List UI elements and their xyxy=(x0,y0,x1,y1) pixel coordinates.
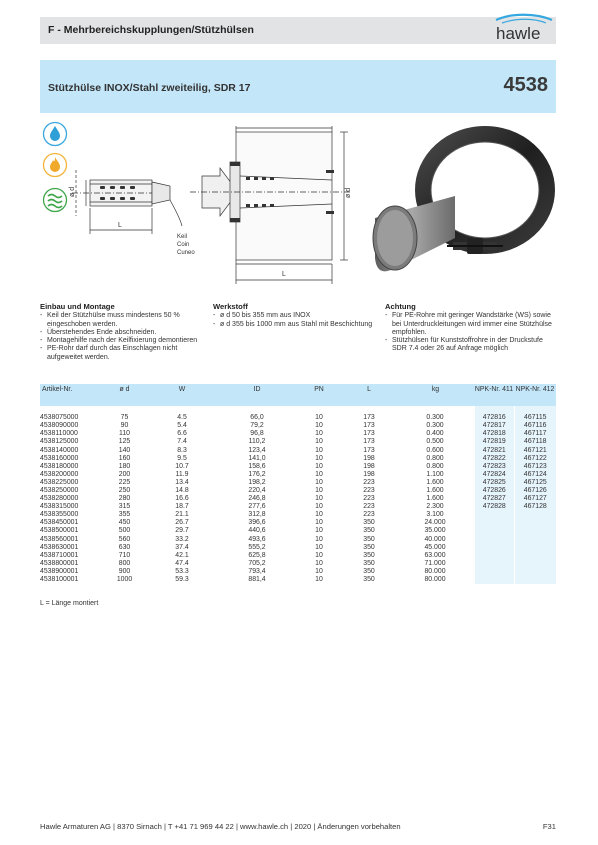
cell-outer-diameter: 225 xyxy=(118,478,131,486)
cell-weight: 1.600 xyxy=(426,495,444,503)
cell-length: 223 xyxy=(363,495,375,503)
cell-wall-thickness: 11.9 xyxy=(175,470,189,478)
cell-inner-diameter: 110,2 xyxy=(248,438,266,446)
cell-outer-diameter: 280 xyxy=(118,495,131,503)
cell-weight: 0.600 xyxy=(426,446,444,454)
table-row xyxy=(40,527,556,535)
cell-length: 198 xyxy=(363,470,375,478)
cell-npk-411 xyxy=(474,511,514,519)
cell-length: 173 xyxy=(363,430,375,438)
cell-outer-diameter: 1000 xyxy=(116,576,133,584)
cell-npk-411: 472825 xyxy=(474,479,514,487)
cell-pressure-rating: 10 xyxy=(315,503,323,511)
col-header-npk-412: NPK-Nr. 412 xyxy=(514,384,556,406)
cell-inner-diameter: 396,6 xyxy=(248,519,266,527)
cell-inner-diameter: 220,4 xyxy=(248,486,266,494)
article-number: 4538 xyxy=(503,74,548,96)
cell-length: 350 xyxy=(363,535,375,543)
cell-wall-thickness: 6.6 xyxy=(177,430,187,438)
col-header-w: W xyxy=(147,384,217,406)
hawle-logo xyxy=(466,14,556,44)
cell-article-number: 4538100001 xyxy=(40,576,79,584)
cell-pressure-rating: 10 xyxy=(315,535,323,543)
cell-weight: 2.300 xyxy=(426,503,444,511)
large-length-label: L xyxy=(282,271,286,278)
cell-outer-diameter: 160 xyxy=(118,454,131,462)
cell-inner-diameter: 79,2 xyxy=(250,422,264,430)
cell-wall-thickness: 42.1 xyxy=(175,551,189,559)
cell-weight: 63.000 xyxy=(424,551,446,559)
cell-wall-thickness: 7.4 xyxy=(177,438,187,446)
cell-inner-diameter: 96,8 xyxy=(250,430,264,438)
table-spacer-row xyxy=(40,406,556,414)
cell-wall-thickness: 8.3 xyxy=(177,446,187,454)
cell-wall-thickness: 37.4 xyxy=(175,543,189,551)
cell-article-number: 4538140000 xyxy=(40,446,79,454)
table-row xyxy=(40,560,556,568)
cell-pressure-rating: 10 xyxy=(315,438,323,446)
cell-outer-diameter: 110 xyxy=(119,430,130,438)
page-number: F31 xyxy=(542,822,556,831)
table-row xyxy=(40,503,556,511)
product-photo xyxy=(355,118,555,288)
cell-article-number: 4538250000 xyxy=(40,486,79,494)
cell-pressure-rating: 10 xyxy=(315,462,323,470)
cell-weight: 0.500 xyxy=(426,438,444,446)
cell-pressure-rating: 10 xyxy=(315,430,323,438)
cell-outer-diameter: 355 xyxy=(118,511,131,519)
cell-outer-diameter: 710 xyxy=(118,551,131,559)
cell-outer-diameter: 75 xyxy=(120,414,129,422)
table-row xyxy=(40,430,556,438)
cell-wall-thickness: 59.3 xyxy=(175,576,189,584)
product-title-bar xyxy=(40,60,556,113)
list-item: - Montagehilfe nach der Keilfixierung demontieren xyxy=(40,337,200,345)
wedge-label-de: Keil xyxy=(177,234,188,240)
cell-weight: 0.300 xyxy=(426,414,444,422)
cell-pressure-rating: 10 xyxy=(315,495,323,503)
cell-wall-thickness: 10.7 xyxy=(175,462,189,470)
cell-length: 223 xyxy=(363,486,375,494)
cell-npk-412: 467126 xyxy=(514,487,556,495)
water-drop-icon xyxy=(40,120,70,148)
cell-wall-thickness: 47.4 xyxy=(175,559,189,567)
installation-list xyxy=(40,312,200,362)
col-header-kg: kg xyxy=(397,384,474,406)
product-title: Stützhülse INOX/Stahl zweiteilig, SDR 17 xyxy=(48,82,251,94)
cell-length: 198 xyxy=(363,454,375,462)
cell-npk-411: 472824 xyxy=(474,471,514,479)
cell-weight: 1.600 xyxy=(426,486,444,494)
cell-weight: 71.000 xyxy=(424,559,446,567)
cell-npk-411: 472823 xyxy=(474,463,514,471)
list-item: - Überstehendes Ende abschneiden. xyxy=(40,329,200,337)
cell-wall-thickness: 16.6 xyxy=(175,495,189,503)
cell-article-number: 4538180000 xyxy=(40,462,79,470)
cell-article-number: 4538900001 xyxy=(40,567,79,575)
article-table xyxy=(40,384,556,584)
wastewater-icon xyxy=(40,186,70,214)
cell-wall-thickness: 14.8 xyxy=(175,486,189,494)
cell-npk-411: 472828 xyxy=(474,503,514,511)
cell-weight: 0.300 xyxy=(426,422,444,430)
cell-length: 350 xyxy=(363,543,375,551)
cell-inner-diameter: 555,2 xyxy=(248,543,266,551)
table-row xyxy=(40,471,556,479)
cell-article-number: 4538450001 xyxy=(40,519,79,527)
cell-inner-diameter: 881,4 xyxy=(248,576,266,584)
col-header-pn: PN xyxy=(297,384,341,406)
cell-pressure-rating: 10 xyxy=(315,551,323,559)
cell-weight: 1.100 xyxy=(426,470,444,478)
section-header-bar xyxy=(40,17,556,44)
table-row xyxy=(40,414,556,422)
list-item: - Keil der Stützhülse muss mindestens 50 % eingeschoben werden. xyxy=(40,312,200,329)
list-item: - ø d 50 bis 355 mm aus INOX xyxy=(213,312,376,320)
wedge-label-fr: Coin xyxy=(177,242,190,248)
cell-weight: 24.000 xyxy=(424,519,446,527)
cell-npk-411 xyxy=(474,552,514,560)
attention-heading: Achtung xyxy=(385,302,416,311)
cell-length: 350 xyxy=(363,567,375,575)
cell-pressure-rating: 10 xyxy=(315,543,323,551)
cell-wall-thickness: 29.7 xyxy=(175,527,189,535)
cell-weight: 0.400 xyxy=(426,430,444,438)
cell-npk-411: 472818 xyxy=(474,430,514,438)
cell-outer-diameter: 140 xyxy=(118,446,131,454)
col-header-article: Artikel-Nr. xyxy=(40,384,102,406)
cell-length: 223 xyxy=(363,503,375,511)
cell-article-number: 4538110000 xyxy=(40,430,78,438)
material-list xyxy=(213,312,376,329)
cell-npk-412: 467127 xyxy=(514,495,556,503)
cell-npk-411 xyxy=(474,560,514,568)
cell-pressure-rating: 10 xyxy=(315,486,323,494)
length-note: L = Länge montiert xyxy=(40,600,99,607)
cell-article-number: 4538560001 xyxy=(40,535,79,543)
table-row xyxy=(40,536,556,544)
cell-article-number: 4538225000 xyxy=(40,478,79,486)
col-header-l: L xyxy=(341,384,397,406)
cell-npk-411: 472819 xyxy=(474,438,514,446)
cell-length: 223 xyxy=(363,478,375,486)
cell-inner-diameter: 66,0 xyxy=(250,414,264,422)
col-header-od: ø d xyxy=(102,384,147,406)
cell-outer-diameter: 800 xyxy=(118,559,131,567)
cell-npk-412: 467128 xyxy=(514,503,556,511)
cell-wall-thickness: 5.4 xyxy=(177,422,187,430)
cell-article-number: 4538090000 xyxy=(40,422,79,430)
table-row xyxy=(40,568,556,576)
large-od-label: ø d xyxy=(345,187,352,198)
cell-article-number: 4538500001 xyxy=(40,527,79,535)
cell-outer-diameter: 250 xyxy=(118,486,131,494)
table-row xyxy=(40,511,556,519)
table-row xyxy=(40,446,556,454)
cell-article-number: 4538200000 xyxy=(40,470,79,478)
cell-inner-diameter: 705,2 xyxy=(248,559,266,567)
cell-npk-411: 472827 xyxy=(474,495,514,503)
cell-inner-diameter: 246,8 xyxy=(248,495,266,503)
hawle-logo-text: hawle xyxy=(496,24,541,43)
cell-pressure-rating: 10 xyxy=(315,511,323,519)
cell-article-number: 4538280000 xyxy=(40,495,79,503)
material-heading: Werkstoff xyxy=(213,302,248,311)
cell-npk-412: 467117 xyxy=(514,430,556,438)
cell-npk-411: 472821 xyxy=(474,446,514,454)
cell-outer-diameter: 200 xyxy=(118,470,131,478)
attention-section xyxy=(385,303,556,354)
list-item: - PE-Rohr darf durch das Einschlagen nicht aufgeweitet werden. xyxy=(40,345,200,362)
cell-wall-thickness: 26.7 xyxy=(175,519,189,527)
cell-wall-thickness: 13.4 xyxy=(175,478,189,486)
material-section xyxy=(213,303,376,329)
cell-outer-diameter: 630 xyxy=(118,543,131,551)
table-row xyxy=(40,552,556,560)
footer-text: Hawle Armaturen AG | 8370 Sirnach | T +41 71 969 44 22 | www.hawle.ch | 2020 | Änderungen vorbehalten xyxy=(40,822,401,831)
cell-outer-diameter: 315 xyxy=(118,503,131,511)
cell-length: 173 xyxy=(363,422,375,430)
cell-length: 350 xyxy=(363,559,375,567)
cell-npk-412: 467124 xyxy=(514,471,556,479)
cell-npk-411: 472817 xyxy=(474,422,514,430)
cell-article-number: 4538630001 xyxy=(40,543,79,551)
cell-article-number: 4538355000 xyxy=(40,511,79,519)
cell-inner-diameter: 158,6 xyxy=(248,462,266,470)
cell-article-number: 4538160000 xyxy=(40,454,79,462)
cell-wall-thickness: 33.2 xyxy=(175,535,189,543)
cell-npk-412: 467118 xyxy=(514,438,556,446)
cell-wall-thickness: 4.5 xyxy=(177,414,187,422)
cell-npk-411 xyxy=(474,536,514,544)
cell-weight: 0.800 xyxy=(426,454,444,462)
list-item: - ø d 355 bis 1000 mm aus Stahl mit Beschichtung xyxy=(213,321,376,329)
cell-pressure-rating: 10 xyxy=(315,519,323,527)
cell-npk-412 xyxy=(514,576,556,584)
cell-length: 173 xyxy=(363,446,375,454)
cell-inner-diameter: 176,2 xyxy=(248,470,266,478)
technical-drawing xyxy=(70,118,370,288)
cell-inner-diameter: 277,6 xyxy=(248,503,266,511)
cell-wall-thickness: 18.7 xyxy=(175,503,189,511)
cell-npk-412: 467122 xyxy=(514,455,556,463)
cell-pressure-rating: 10 xyxy=(315,422,323,430)
cell-npk-411: 472826 xyxy=(474,487,514,495)
cell-weight: 80.000 xyxy=(424,576,446,584)
large-sleeve-drawing xyxy=(190,126,350,284)
cell-outer-diameter: 450 xyxy=(118,519,131,527)
table-body xyxy=(40,406,556,584)
table-row xyxy=(40,519,556,527)
cell-npk-412 xyxy=(514,568,556,576)
cell-length: 223 xyxy=(363,511,375,519)
small-sleeve-drawing xyxy=(72,170,182,234)
table-row xyxy=(40,479,556,487)
cell-npk-412: 467115 xyxy=(514,414,556,422)
cell-pressure-rating: 10 xyxy=(315,559,323,567)
cell-weight: 3.100 xyxy=(426,511,444,519)
wedge-label-it: Cuneo xyxy=(177,250,195,256)
cell-outer-diameter: 560 xyxy=(118,535,131,543)
cell-npk-412 xyxy=(514,527,556,535)
cell-pressure-rating: 10 xyxy=(315,567,323,575)
cell-npk-411 xyxy=(474,576,514,584)
table-row xyxy=(40,576,556,584)
cell-npk-411: 472822 xyxy=(474,455,514,463)
cell-inner-diameter: 312,8 xyxy=(248,511,266,519)
cell-npk-412 xyxy=(514,552,556,560)
list-item: - Stützhülsen für Kunststoffrohre in der Druckstufe SDR 7.4 oder 26 auf Anfrage möglich xyxy=(385,337,556,354)
attention-list xyxy=(385,312,556,353)
cell-npk-411 xyxy=(474,544,514,552)
cell-article-number: 4538125000 xyxy=(40,438,79,446)
cell-article-number: 4538800001 xyxy=(40,559,79,567)
cell-article-number: 4538710001 xyxy=(40,551,79,559)
cell-outer-diameter: 125 xyxy=(118,438,131,446)
cell-wall-thickness: 53.3 xyxy=(175,567,189,575)
cell-npk-412 xyxy=(514,560,556,568)
cell-inner-diameter: 198,2 xyxy=(248,478,266,486)
cell-length: 173 xyxy=(363,414,375,422)
list-item: - Für PE-Rohre mit geringer Wandstärke (WS) sowie bei Unterdruckleitungen wird immer eine Stützhülse empfohlen. xyxy=(385,312,556,337)
col-header-id: ID xyxy=(217,384,297,406)
cell-outer-diameter: 90 xyxy=(120,422,129,430)
cell-inner-diameter: 793,4 xyxy=(248,567,266,575)
cell-pressure-rating: 10 xyxy=(315,446,323,454)
table-row xyxy=(40,455,556,463)
cell-weight: 80.000 xyxy=(424,567,446,575)
cell-inner-diameter: 625,8 xyxy=(248,551,266,559)
cell-npk-412: 467123 xyxy=(514,463,556,471)
cell-npk-411: 472816 xyxy=(474,414,514,422)
table-row xyxy=(40,463,556,471)
cell-weight: 1.600 xyxy=(426,478,444,486)
cell-length: 350 xyxy=(363,527,375,535)
cell-length: 350 xyxy=(363,519,375,527)
cell-inner-diameter: 440,6 xyxy=(248,527,266,535)
cell-pressure-rating: 10 xyxy=(315,478,323,486)
table-row xyxy=(40,422,556,430)
cell-npk-412 xyxy=(514,519,556,527)
installation-heading: Einbau und Montage xyxy=(40,302,115,311)
cell-pressure-rating: 10 xyxy=(315,454,323,462)
cell-npk-412 xyxy=(514,544,556,552)
cell-npk-412: 467125 xyxy=(514,479,556,487)
cell-npk-412 xyxy=(514,536,556,544)
cell-outer-diameter: 180 xyxy=(118,462,131,470)
cell-length: 198 xyxy=(363,462,375,470)
cell-inner-diameter: 141,0 xyxy=(248,454,266,462)
installation-section xyxy=(40,303,200,362)
table-row xyxy=(40,487,556,495)
cell-article-number: 4538075000 xyxy=(40,414,79,422)
small-length-label: L xyxy=(118,222,122,229)
gas-flame-icon xyxy=(40,151,70,179)
cell-weight: 0.800 xyxy=(426,462,444,470)
cell-wall-thickness: 21.1 xyxy=(175,511,189,519)
cell-outer-diameter: 500 xyxy=(118,527,131,535)
cell-weight: 40.000 xyxy=(424,535,446,543)
cell-length: 173 xyxy=(363,438,375,446)
cell-length: 350 xyxy=(363,551,375,559)
cell-article-number: 4538315000 xyxy=(40,503,79,511)
table-row xyxy=(40,544,556,552)
cell-npk-411 xyxy=(474,527,514,535)
small-od-label: ø d xyxy=(69,186,76,197)
cell-length: 350 xyxy=(363,576,375,584)
cell-inner-diameter: 493,6 xyxy=(248,535,266,543)
cell-npk-412: 467121 xyxy=(514,446,556,454)
cell-pressure-rating: 10 xyxy=(315,576,323,584)
cell-weight: 45.000 xyxy=(424,543,446,551)
table-row xyxy=(40,438,556,446)
cell-outer-diameter: 900 xyxy=(118,567,131,575)
section-title: F - Mehrbereichskupplungen/Stützhülsen xyxy=(48,24,254,36)
cell-wall-thickness: 9.5 xyxy=(177,454,187,462)
cell-npk-412: 467116 xyxy=(514,422,556,430)
cell-npk-412 xyxy=(514,511,556,519)
cell-inner-diameter: 123,4 xyxy=(248,446,266,454)
table-header-row xyxy=(40,384,556,406)
table-row xyxy=(40,495,556,503)
cell-pressure-rating: 10 xyxy=(315,527,323,535)
cell-weight: 35.000 xyxy=(424,527,446,535)
col-header-npk-411: NPK-Nr. 411 xyxy=(474,384,514,406)
cell-npk-411 xyxy=(474,519,514,527)
cell-pressure-rating: 10 xyxy=(315,414,323,422)
cell-pressure-rating: 10 xyxy=(315,470,323,478)
cell-npk-411 xyxy=(474,568,514,576)
